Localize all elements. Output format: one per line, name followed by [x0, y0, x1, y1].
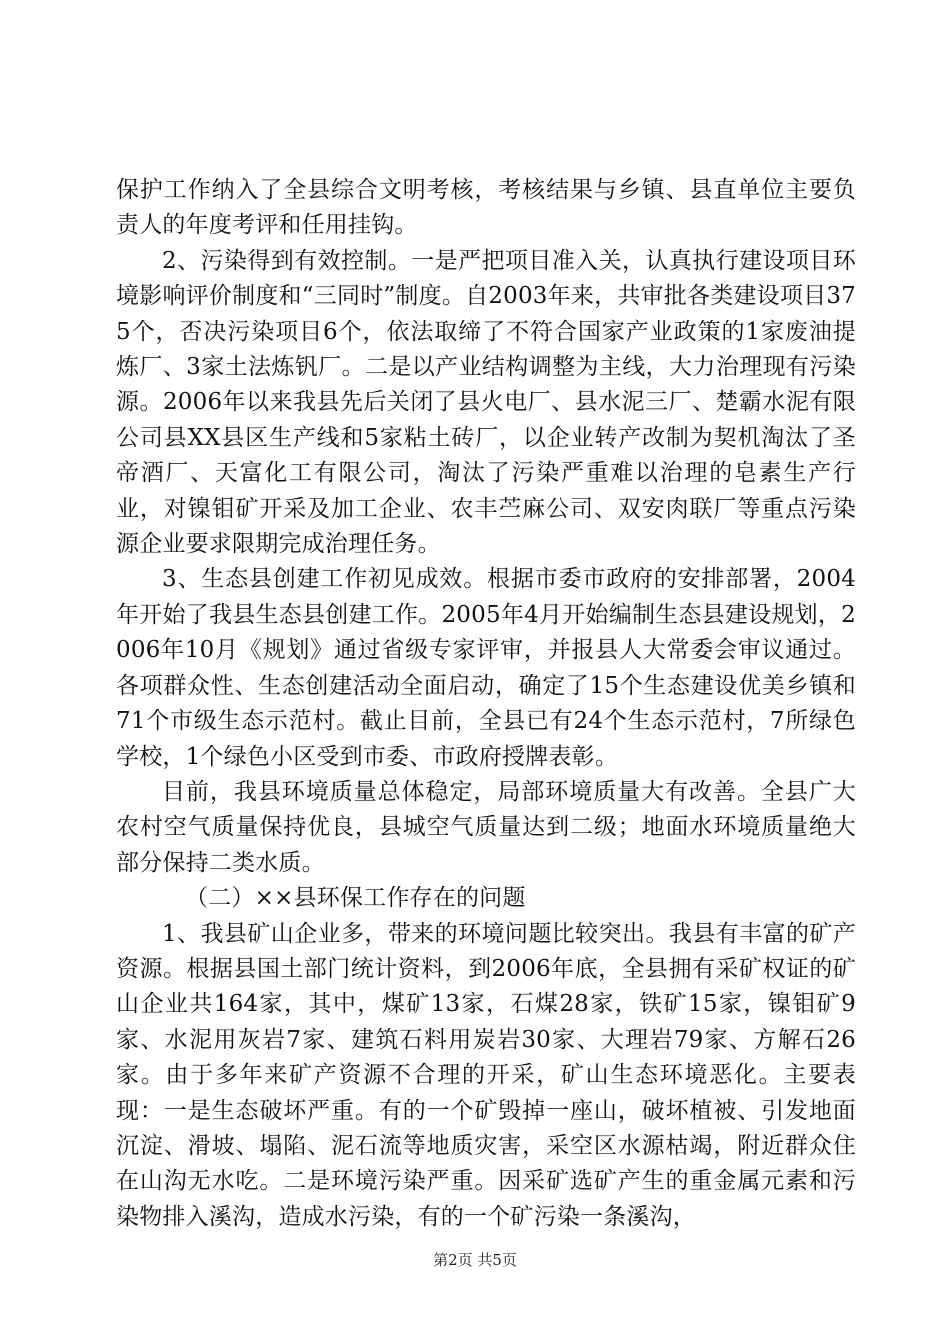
paragraph-eco-county: 3、生态县创建工作初见成效。根据市委市政府的安排部署，2004年开始了我县生态县创建工作。2005年4月开始编制生态县建设规划，2006年10月《规划》通过省级专家评审，并报县人大常委会审议通过。各项群众性、生态创建活动全面启动，确定了15个生态建设优美乡镇和71个市级生态示范村。截止目前，全县已有24个生态示范村，7所绿色学校，1个绿色小区受到市委、市政府授牌表彰。 — [116, 566, 856, 770]
document-body — [116, 173, 856, 1235]
paragraph-pollution-control: 2、污染得到有效控制。一是严把项目准入关，认真执行建设项目环境影响评价制度和“三同时”制度。自2003年来，共审批各类建设项目375个，否决污染项目6个，依法取缔了不符合国家产业政策的1家废油提炼厂、3家土法炼钒厂。二是以产业结构调整为主线，大力治理现有污染源。2006年以来我县先后关闭了县火电厂、县水泥三厂、楚霸水泥有限公司县XX县区生产线和5家粘土砖厂，以企业转产改制为契机淘汰了圣帝酒厂、天富化工有限公司，淘汰了污染严重难以治理的皂素生产行业，对镍钼矿开采及加工企业、农丰苎麻公司、双安肉联厂等重点污染源企业要求限期完成治理任务。 — [116, 247, 856, 558]
section-heading-problems: （二）××县环保工作存在的问题 — [185, 885, 526, 912]
paragraph-environment-quality: 目前，我县环境质量总体稳定，局部环境质量大有改善。全县广大农村空气质量保持优良，县城空气质量达到二级；地面水环境质量绝大部分保持二类水质。 — [116, 778, 856, 876]
paragraph-continuation: 保护工作纳入了全县综合文明考核，考核结果与乡镇、县直单位主要负责人的年度考评和任用挂钩。 — [116, 177, 856, 239]
paragraph-mining-issues: 1、我县矿山企业多，带来的环境问题比较突出。我县有丰富的矿产资源。根据县国土部门统计资料，到2006年底，全县拥有采矿权证的矿山企业共164家，其中，煤矿13家，石煤28家，铁矿15家，镍钼矿9家、水泥用灰岩7家、建筑石料用炭岩30家、大理岩79家、方解石26家。由于多年来矿产资源不合理的开采，矿山生态环境恶化。主要表现：一是生态破坏严重。有的一个矿毁掉一座山，破坏植被、引发地面沉淀、滑坡、塌陷、泥石流等地质灾害，采空区水源枯竭，附近群众住在山沟无水吃。二是环境污染严重。因采矿选矿产生的重金属元素和污染物排入溪沟，造成水污染，有的一个矿污染一条溪沟， — [116, 920, 856, 1230]
page-number: 第2页 共5页 — [433, 1251, 517, 1269]
